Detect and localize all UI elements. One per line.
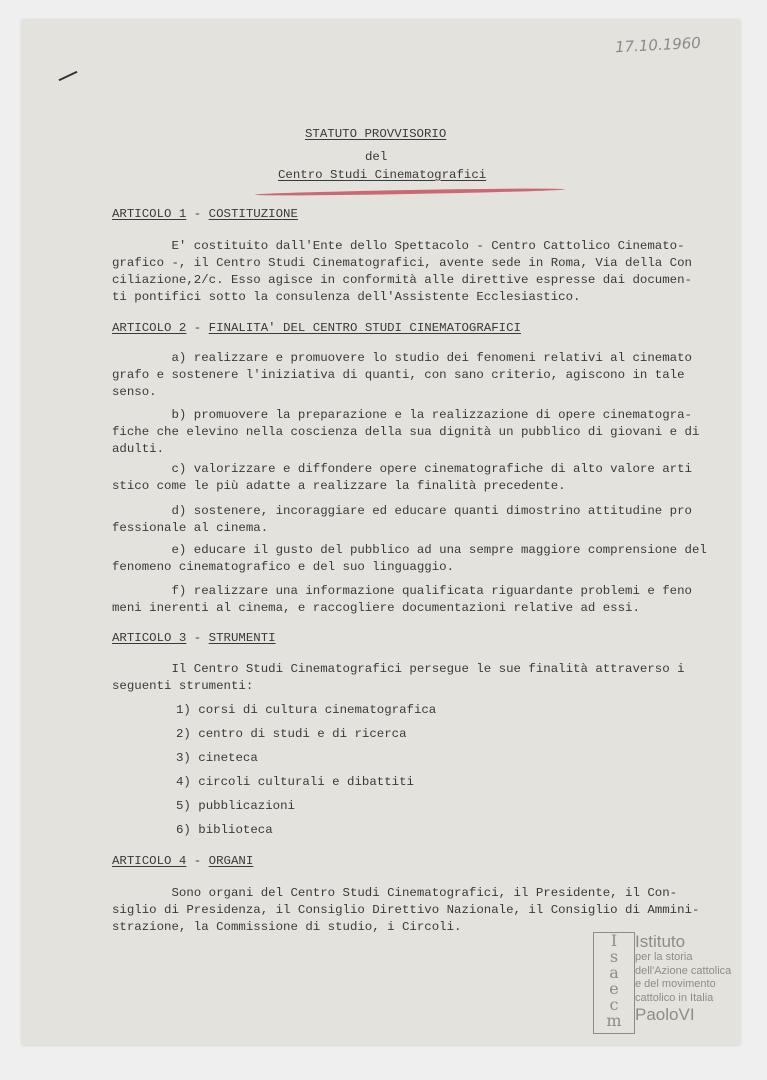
list-item: 4) circoli culturali e dibattiti <box>176 775 414 789</box>
logo-line: per la storia <box>635 951 693 963</box>
text-line: senso. <box>112 385 157 399</box>
text-line: grafico -, il Centro Studi Cinematografici, avente sede in Roma, Via della Con <box>112 256 692 270</box>
text-line: d) sostenere, incoraggiare ed educare quanti dimostrino attitudine pro <box>112 504 692 518</box>
article-title: FINALITA' DEL CENTRO STUDI CINEMATOGRAFICI <box>208 321 521 335</box>
logo-line: e del movimento <box>635 978 716 990</box>
logo-letter: I <box>610 931 618 950</box>
subtitle-del: del <box>365 150 388 164</box>
article-number: ARTICOLO 1 <box>112 207 187 221</box>
item-e <box>112 542 707 576</box>
list-item: 5) pubblicazioni <box>176 799 295 813</box>
item-b <box>112 407 699 458</box>
text-line: E' costituito dall'Ente dello Spettacolo - Centro Cattolico Cinemato- <box>112 239 685 253</box>
article-title: COSTITUZIONE <box>208 207 298 221</box>
text-line: c) valorizzare e diffondere opere cinematografiche di alto valore arti <box>112 462 692 476</box>
article-number: ARTICOLO 2 <box>112 321 187 335</box>
text-line: fessionale al cinema. <box>112 521 269 535</box>
text-line: grafo e sostenere l'iniziativa di quanti, con sano criterio, agiscono in tale <box>112 368 685 382</box>
logo-letter: c <box>609 995 619 1014</box>
text-line: ciliazione,2/c. Esso agisce in conformità alle direttive espresse dai documen- <box>112 273 692 287</box>
text-line: ti pontifici sotto la consulenza dell'Assistente Ecclesiastico. <box>112 290 581 304</box>
text-line: Il Centro Studi Cinematografici persegue le sue finalità attraverso i <box>112 662 685 676</box>
separator: - <box>186 854 209 868</box>
article-4-heading <box>112 853 253 870</box>
logo-text <box>635 932 731 1024</box>
item-c <box>112 461 692 495</box>
list-item: 2) centro di studi e di ricerca <box>176 727 407 741</box>
article-1-heading <box>112 206 298 223</box>
instruments-list <box>176 702 436 846</box>
text-line: siglio di Presidenza, il Consiglio Direttivo Nazionale, il Consiglio di Ammini- <box>112 903 700 917</box>
item-f <box>112 583 692 617</box>
logo-letters <box>593 932 635 1034</box>
logo-letter: s <box>609 947 619 966</box>
document-subtitle: Centro Studi Cinematografici <box>278 168 487 182</box>
logo-letter: e <box>609 979 619 998</box>
isacem-logo <box>593 932 733 1037</box>
text-line: strazione, la Commissione di studio, i Circoli. <box>112 920 462 934</box>
list-item: 1) corsi di cultura cinematografica <box>176 703 437 717</box>
separator: - <box>186 207 209 221</box>
text-line: Sono organi del Centro Studi Cinematografici, il Presidente, il Con- <box>112 886 678 900</box>
text-line: fiche che elevino nella coscienza della sua dignità un pubblico di giovani e di <box>112 425 700 439</box>
article-2-heading <box>112 320 521 337</box>
logo-line: PaoloVI <box>635 1005 695 1024</box>
separator: - <box>186 631 209 645</box>
handwritten-date: 17.10.1960 <box>614 33 702 57</box>
logo-letter: a <box>609 963 619 982</box>
logo-line: Istituto <box>635 932 686 951</box>
article-1-body <box>112 238 692 306</box>
item-a <box>112 350 692 401</box>
separator: - <box>186 321 209 335</box>
article-3-heading <box>112 630 276 647</box>
text-line: e) educare il gusto del pubblico ad una sempre maggiore comprensione del <box>112 543 707 557</box>
text-line: f) realizzare una informazione qualificata riguardante problemi e feno <box>112 584 692 598</box>
article-title: ORGANI <box>208 854 254 868</box>
logo-letter: m <box>606 1011 622 1030</box>
logo-line: cattolico in Italia <box>635 991 714 1004</box>
article-3-body <box>112 661 685 695</box>
article-title: STRUMENTI <box>208 631 276 645</box>
text-line: meni inerenti al cinema, e raccogliere documentazioni relative ad essi. <box>112 601 640 615</box>
article-number: ARTICOLO 4 <box>112 854 187 868</box>
logo-line: dell'Azione cattolica <box>635 964 732 977</box>
text-line: seguenti strumenti: <box>112 679 254 693</box>
text-line: b) promuovere la preparazione e la realizzazione di opere cinematogra- <box>112 408 692 422</box>
text-line: adulti. <box>112 442 165 456</box>
document-title: STATUTO PROVVISORIO <box>305 127 447 141</box>
article-number: ARTICOLO 3 <box>112 631 187 645</box>
article-4-body <box>112 885 699 936</box>
text-line: fenomeno cinematografico e del suo linguaggio. <box>112 560 455 574</box>
item-d <box>112 503 692 537</box>
text-line: stico come le più adatte a realizzare la finalità precedente. <box>112 479 566 493</box>
list-item: 3) cineteca <box>176 751 258 765</box>
text-line: a) realizzare e promuovere lo studio dei fenomeni relativi al cinemato <box>112 351 692 365</box>
list-item: 6) biblioteca <box>176 823 273 837</box>
